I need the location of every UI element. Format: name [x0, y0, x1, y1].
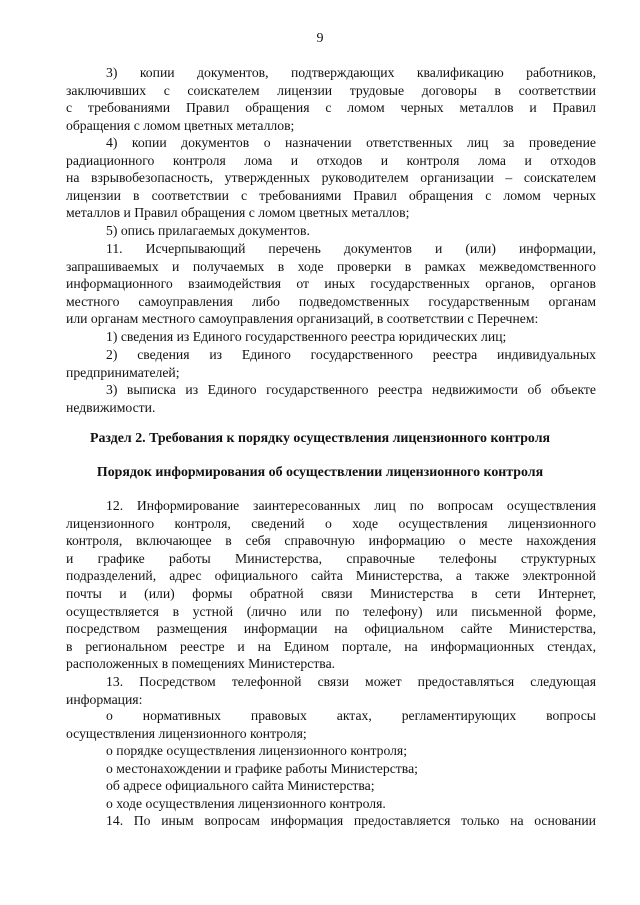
text-line: лицензионного контроля, сведений о ходе осуществления лицензионного	[66, 515, 596, 531]
text-line: 5) опись прилагаемых документов.	[106, 223, 310, 238]
paragraph-13-item-website	[66, 777, 596, 795]
paragraph-13	[66, 673, 596, 708]
text-line: с требованиями Правил обращения с ломом черных металлов и Правил	[66, 100, 596, 116]
subsection-heading: Порядок информирования об осуществлении лицензионного контроля	[96, 465, 544, 480]
paragraph-13-item-progress	[66, 795, 596, 813]
text-line: недвижимости.	[66, 399, 156, 415]
paragraph-13-item-location	[66, 760, 596, 778]
text-line: 14. По иным вопросам информация предоставляется только на основании	[106, 813, 596, 828]
text-line: о порядке осуществления лицензионного контроля;	[106, 743, 408, 758]
text-line: расположенных в помещениях Министерства.	[66, 656, 336, 672]
text-line: 3) выписка из Единого государственного реестра недвижимости об объекте	[106, 382, 596, 397]
text-line: информационного взаимодействия от иных государственных органов, органов	[66, 276, 596, 292]
text-line: предпринимателей;	[66, 364, 180, 380]
page-number: 9	[316, 31, 324, 46]
paragraph-inventory	[66, 222, 596, 240]
paragraph-11-item-3	[66, 381, 596, 416]
text-line: 2) сведения из Единого государственного реестра индивидуальных	[106, 347, 596, 362]
text-line: заключивших с соискателем лицензии трудовые договоры в соответствии	[66, 82, 596, 98]
text-line: лицензии в соответствии с требованиями Правил обращения с ломом черных	[66, 187, 596, 203]
text-line: контроля, включающее в себя справочную информацию о месте нахождения	[66, 533, 596, 549]
paragraph-copies-staff-qualification	[66, 64, 596, 134]
text-line: осуществления лицензионного контроля;	[66, 725, 307, 741]
text-line: 12. Информирование заинтересованных лиц по вопросам осуществления	[106, 498, 596, 513]
text-line: почты и (или) формы обратной связи Министерства в сети Интернет,	[66, 585, 596, 601]
text-line: о ходе осуществления лицензионного контроля.	[106, 796, 386, 811]
text-line: радиационного контроля лома и отходов и контроля лома и отходов	[66, 152, 596, 168]
text-line: осуществляется в устной (лично или по телефону) или письменной форме,	[66, 603, 596, 619]
text-line: 1) сведения из Единого государственного реестра юридических лиц;	[106, 329, 507, 344]
text-line: обращения с ломом цветных металлов;	[66, 117, 295, 133]
text-line: 11. Исчерпывающий перечень документов и (или) информации,	[106, 241, 596, 256]
text-line: металлов и Правил обращения с ломом цветных металлов;	[66, 205, 410, 221]
paragraph-13-item-procedure	[66, 742, 596, 760]
paragraph-11	[66, 240, 596, 328]
text-line: и графике работы Министерства, справочные телефоны структурных	[66, 550, 596, 566]
paragraph-copies-responsible-persons	[66, 134, 596, 222]
section-heading: Раздел 2. Требования к порядку осуществления лицензионного контроля	[89, 431, 551, 446]
paragraph-11-item-1	[66, 328, 596, 346]
text-line: запрашиваемых и получаемых в ходе проверки в рамках межведомственного	[66, 258, 596, 274]
paragraph-11-item-2	[66, 346, 596, 381]
text-line: об адресе официального сайта Министерства;	[106, 778, 375, 793]
text-line: местного самоуправления либо подведомственных государственным органам	[66, 293, 596, 309]
text-line: посредством размещения информации на официальном сайте Министерства,	[66, 621, 596, 637]
text-line: 13. Посредством телефонной связи может предоставляться следующая	[106, 674, 596, 689]
text-line: подразделений, адрес официального сайта Министерства, а также электронной	[66, 568, 596, 584]
text-line: 3) копии документов, подтверждающих квалификацию работников,	[106, 65, 596, 80]
paragraph-14	[66, 812, 596, 830]
text-line: о нормативных правовых актах, регламентирующих вопросы	[106, 708, 596, 723]
text-line: о местонахождении и графике работы Министерства;	[106, 761, 418, 776]
text-line: 4) копии документов о назначении ответственных лиц за проведение	[106, 135, 596, 150]
text-line: информация:	[66, 691, 143, 707]
paragraph-12	[66, 497, 596, 673]
text-line: в региональном реестре и на Едином портале, на информационных стендах,	[66, 638, 596, 654]
paragraph-13-item-legal-acts	[66, 707, 596, 742]
text-line: или органам местного самоуправления организаций, в соответствии с Перечнем:	[66, 311, 539, 327]
text-line: на взрывобезопасность, утвержденных руководителем организации – соискателем	[66, 170, 596, 186]
